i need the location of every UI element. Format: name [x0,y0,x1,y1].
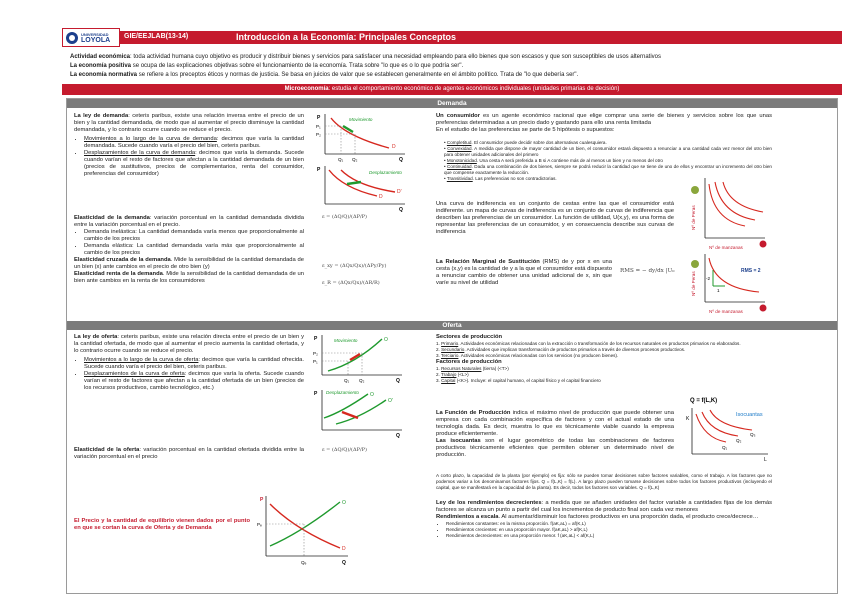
inelastic-bullet: • Demanda inelástica: La cantidad demandada varía menos que proporcionalmente al cambio de los precios [84,229,304,243]
y-label: Nº de Peras [691,205,696,230]
label-desplazamiento: Desplazamiento [369,170,402,175]
indifference-map-graph [685,174,770,250]
label-movimiento: Movimiento [349,117,373,122]
x-label: Nº de manzanas [709,245,743,250]
axis-q: Q [399,157,403,163]
axis-p: P [260,497,264,503]
label-o: O [370,392,374,398]
logo-line1: UNIVERSIDAD [81,31,109,37]
sector-terciario: 3. Terciario. Actividades económicas relacionadas con los servicios (no producen bienes). [436,353,619,358]
section-demand-header: Demanda [67,99,837,108]
isoquant-text: Las isocuantas son el lugar geométrico de todas las combinaciones de factores productivos técnicamente eficientes que permiten obtener un determinado nivel de producción. [436,438,674,458]
equilibrium-graph [256,492,356,570]
axis-q: Q [399,207,403,212]
demand-curve [331,118,389,148]
axis-p: P [317,167,321,173]
course-code: GIE/EEJLAB(13-14) [124,33,189,40]
def-positiva: La economía positiva se ocupa de las explicaciones objetivas sobre el funcionamiento de la economía. Trata sobre "lo que es o lo que podría ser". [70,63,464,69]
label-p2: P₂ [313,351,318,356]
sectors-title: Sectores de producción [436,334,503,340]
factor-trabajo: 2. Trabajo (<L>) [436,372,469,377]
demand-shift-graph [315,164,415,212]
label-p2: P₂ [316,132,321,137]
demand-movement-bullet: • Movimientos a lo largo de la curva de demanda: decimos que varía la cantidad demandada. Sucede cuando varía el precio del bien, ceteris paribus. [84,136,304,150]
label-q1: Q₁ [344,378,350,383]
demand-elasticity-text: Elasticidad de la demanda: variación porcentual en la cantidad demandada dividida entre la variación porcentual en el precio. • Demanda inelástica: La cantidad demandada varía menos que proporcionalmente al cambio de los precios • Demanda elástica: La cantidad demandada varía más que proporcionalmente al cambio de los precios Elasticidad cruzada de la demanda. Mide la sensibilidad de la cantidad demandada de un bien (x) ante cambios en el precio de otro bien (y) Elasticidad renta de la demanda. Mide la sensibilidad de la cantidad demandada de un bien ante cambios en la renta de los consumidores [74,215,304,285]
axis-p: P [314,391,318,397]
axis-k: K [686,416,690,422]
cross-elasticity-formula: ε_xy = (ΔQx/Qx)/(ΔPy/Py) [322,263,387,269]
label-p1: P₁ [313,359,318,364]
label-o-prime: O' [388,398,393,404]
page-title: Introducción a la Economía: Principales Conceptos [236,32,457,42]
label-d: D [342,546,346,552]
supply-curve [328,339,382,371]
supply-elasticity-formula: ε = (ΔQ/Q)/(ΔP/P) [322,447,367,453]
sector-secundario: 2. Secundario. Actividades que implican transformación de productos primarios a través de diversos procesos productivos. [436,347,686,352]
label-d: D [379,194,383,200]
rms-value-label: RMS = 2 [741,268,761,274]
scale-returns: Rendimientos a escala. Al aumentar/disminuir los factores productivos en una proporción dada, el producto crece/decrece… [436,514,759,520]
indifference-curve-1 [709,184,745,226]
factors-title: Factores de producción [436,359,502,365]
label-o: O [342,500,346,506]
income-elasticity-formula: ε_R = (ΔQx/Qx)/(ΔR/R) [322,280,380,286]
axis-q: Q [396,378,400,384]
label-q3: Q₃ [750,432,756,437]
label-minus2: -2 [706,276,711,281]
label-o: O [384,337,388,343]
hyp-convexidad: • Convexidad. A medida que dispone de mayor cantidad de un bien, el consumidor estará dispuesto a renunciar a una cantidad cada vez menor del otro bien para obtener unidades adicionales del primero [444,146,772,157]
isoquant-q1 [696,414,726,442]
label-qe: Qₑ [301,560,307,565]
axis-p: P [317,115,321,121]
shift-arrow [347,182,361,184]
returns-text: Ley de los rendimientos decrecientes: a medida que se añaden unidades del factor variable a cantidades fijas de los demás factores se alcanza un punto a partir del cual los incrementos de producto final son cada vez menores Rendimientos a escala. Al aumentar/disminuir los factores productivos en una proporción dada, el producto crece/decrece… • Rendimientos constantes: en la misma proporción. f(aK,aL) = af(K,L) • Rendimientos crecientes: en una proporción mayor. f(aK,aL) > af(K,L) • Rendimientos decrecientes: en una proporción menor. f (aK,aL) < af(K,L) [436,500,772,539]
short-long-run-text: A corto plazo, la capacidad de la planta (por ejemplo) es fija: sólo se pueden tomar decisiones sobre factores variables, como el trabajo. A los factores que no podemos variar a los denominamos factores fijos. Q = f(L,K) = f(L). A largo plazo pueden tomarse decisiones sobre todos los factores productivos (incluyendo el capital, que se manifestará en la capacidad de la planta). Es decir, todos los factores son variables. Q = f(L,K) [436,473,772,490]
axis-q: Q [342,560,346,566]
returns-constant: • Rendimientos constantes: en la misma proporción. f(aK,aL) = af(K,L) [446,521,772,527]
demand-law-text: La ley de demanda: ceteris paribus, existe una relación inversa entre el precio de un bien y la cantidad demandada, de modo que al aumentar el precio disminuye la cantidad demandada, y lo contrario ocurre cuando se reduce el precio. • Movimientos a lo largo de la curva de demanda: decimos que varía la cantidad demandada. Sucede cuando varía el precio del bien, ceteris paribus. • Desplazamientos de la curva de demanda: decimos que varía la demanda. Sucede cuando varían el resto de factores que afectan a la cantidad demandada de un bien (precios de sustitutivos, precios de complementarios, renta del consumidor, preferencias del consumidor) [74,113,304,178]
def-actividad: Actividad económica: toda actividad humana cuyo objetivo es producir y distribuir bienes y servicios para satisfacer una necesidad empleando para ello bienes que son escasos y que son susceptibles de usos alternativos [70,54,662,60]
supply-law-text: La ley de oferta: ceteris paribus, existe una relación directa entre el precio de un bien y la cantidad ofertada, de modo que al aumentar el precio aumenta la cantidad ofertada, y lo contrario ocurre cuando se reduce el precio. • Movimientos a lo largo de la curva de oferta: decimos que varía la cantidad ofrecida. Sucede cuando varía el precio del bien, ceteris paribus. • Desplazamientos de la curva de oferta: decimos que varía la oferta. Sucede cuando varían el resto de factores que afectan a la cantidad ofertada de un bien (precios de los recursos productivos, cambio tecnológico, etc.) [74,334,304,392]
label-q2: Q₂ [736,438,742,443]
y-label: Nº de Peras [691,271,696,296]
isoquant-label: Isocuantas [736,412,763,418]
label-p1: P₁ [316,124,321,129]
hyp-monotonicidad: • Monotonicidad. Una cesta A será preferida a B si A contiene más de al menos un bien y no menos del otro [444,158,663,163]
logo-emblem-icon [66,32,78,44]
factor-tierra: 1. Recursos Naturales (tierra) (<T>) [436,366,509,371]
pear-icon [691,260,699,268]
supply-shift-graph [312,388,412,440]
microeconomics-bar: Microeconomía: estudia el comportamiento económico de agentes económicos individuales (unidades primarias de decisión) [62,84,842,95]
rms-formula: RMS = − dy/dx |U₀ [620,268,675,274]
axis-l: L [764,457,767,462]
label-q1: Q₁ [338,157,344,162]
demand-movement-graph [315,112,410,164]
movement-arrow [343,126,353,132]
hyp-transitividad: • Transitividad. Las preferencias no son contradictorias. [444,176,557,181]
university-logo [62,28,120,47]
factor-capital: 3. Capital (<K>). Incluye: el capital humano, el capital físico y el capital financiero [436,378,601,383]
sectors-block [436,334,772,384]
label-q2: Q₂ [352,157,358,162]
supply-movement-graph [312,333,407,385]
indifference-curve-3 [723,182,763,212]
intro-definitions [70,53,840,80]
equilibrium-text: El Precio y la cantidad de equilibrio vienen dados por el punto en que se cortan la curva de Oferta y de Demanda [74,518,250,531]
shift-arrow [342,412,358,418]
income-elasticity: Elasticidad renta de la demanda. Mide la sensibilidad de la cantidad demandada de un bien ante cambios en la renta de los consumidores [74,271,304,284]
production-function-label: Q = f(L,K) [690,398,718,404]
label-d-prime: D' [397,189,402,195]
production-function-text: La Función de Producción indica el máximo nivel de producción que puede obtener una empresa con cada combinación específica de factores y con el actual estado de una tecnología dada. Es decir, muestra lo que es técnicamente viable cuando la empresa produce eficientemente. Las isocuantas son el lugar geométrico de todas las combinaciones de factores productivos técnicamente eficientes que permiten obtener un determinado nivel de producción. [436,410,674,458]
cross-elasticity: Elasticidad cruzada de la demanda. Mide la sensibilidad de la cantidad demandada de un bien (x) ante cambios en el precio de otro bien (y) [74,257,304,270]
label-d: D [392,144,396,150]
returns-increasing: • Rendimientos crecientes: en una proporción mayor. f(aK,aL) > af(K,L) [446,527,772,533]
label-q1: Q₁ [722,445,728,450]
label-movimiento: Movimiento [334,338,358,343]
def-normativa: La economía normativa se refiere a los preceptos éticos y normas de justicia. Se basa en juicios de valor que se establecen generalmente en el ámbito político. Trata de "lo que debería ser". [70,72,579,78]
label-q2: Q₂ [359,378,365,383]
hyp-continuidad: • Continuidad. Dada una combinación de dos bienes, siempre se podrá reducir la cantidad que se tiene de uno de ellos y encontrar un incremento del otro bien que compense exactamente la reducción. [444,164,772,175]
label-pe: Pₑ [257,522,262,527]
supply-curve [270,502,340,546]
indifference-curve [709,258,759,292]
apple-icon [760,241,767,248]
returns-decreasing: • Rendimientos decrecientes: en una proporción menor. f (aK,aL) < af(K,L) [446,533,772,539]
section-supply-header: Oferta [67,321,837,330]
pear-icon [691,186,699,194]
sector-primario: 1. Primario. Actividades económicas relacionadas con la extracción o transformación de los recursos naturales en productos primarios no elaborados. [436,341,741,346]
isoquant-graph [684,394,774,462]
indifference-text: Una curva de indiferencia es un conjunto de cestas entre las que el consumidor está indiferente. un mapa de curvas de indiferencia es un conjunto de curvas de indiferencia que describen las preferencias de un consumidor. La función de utilidad, U(x,y), es una forma de representar las preferencias de un consumidor, y en consecuencia describe sus curvas de indiferencia [436,201,674,235]
supply-elasticity-text: Elasticidad de la oferta: variación porcentual en la cantidad ofertada dividida entre la variación porcentual en el precio [74,447,304,460]
consumer-text: Un consumidor es un agente económico racional que elige comprar una serie de bienes y servicios sobre los que unas preferencias determinadas a un precio dado y gastando para ello una renta limitada En el estudio de las preferencias se parte de 5 hipótesis o supuestos: [436,113,772,133]
demand-shift-bullet: • Desplazamientos de la curva de demanda: decimos que varía la demanda. Sucede cuando varían el resto de factores que afectan a la cantidad demandada de un bien (precios de sustitutivos, precios de complementarios, renta del consumidor, preferencias del consumidor) [84,150,304,178]
hyp-completitud: • Completitud. El consumidor puede decidir sobre dos alternativas cualesquiera. [444,140,607,145]
label-desplazamiento: Desplazamiento [326,390,359,395]
supply-movement-bullet: • Movimientos a lo largo de la curva de oferta: decimos que varía la cantidad ofrecida. Sucede cuando varía el precio del bien, ceteris paribus. [84,357,304,371]
label-plus1: 1 [717,288,720,293]
x-label: Nº de manzanas [709,309,743,314]
axis-p: P [314,336,318,342]
axis-q: Q [396,433,400,439]
supply-shift-bullet: • Desplazamientos de la curva de oferta: decimos que varía la oferta. Sucede cuando varían el resto de factores que afectan a la cantidad ofertada de un bien (precios de los recursos productivos, cambio tecnológico, etc.) [84,371,304,392]
logo-line2: LOYOLA [81,36,111,44]
demand-elasticity-formula: ε = (ΔQ/Q)/(ΔP/P) [322,214,367,220]
apple-icon [760,305,767,312]
rms-text: La Relación Marginal de Sustitución (RMS) de y por x en una cesta (x,y) es la cantidad de y a la que el consumidor está dispuesto a renunciar cambio de obtener una unidad adicional de x, sin que varíe su nivel de utilidad [436,259,613,286]
elastic-bullet: • Demanda elástica: La cantidad demandada varía más que proporcionalmente al cambio de los precios [84,243,304,257]
rms-graph [685,250,770,314]
